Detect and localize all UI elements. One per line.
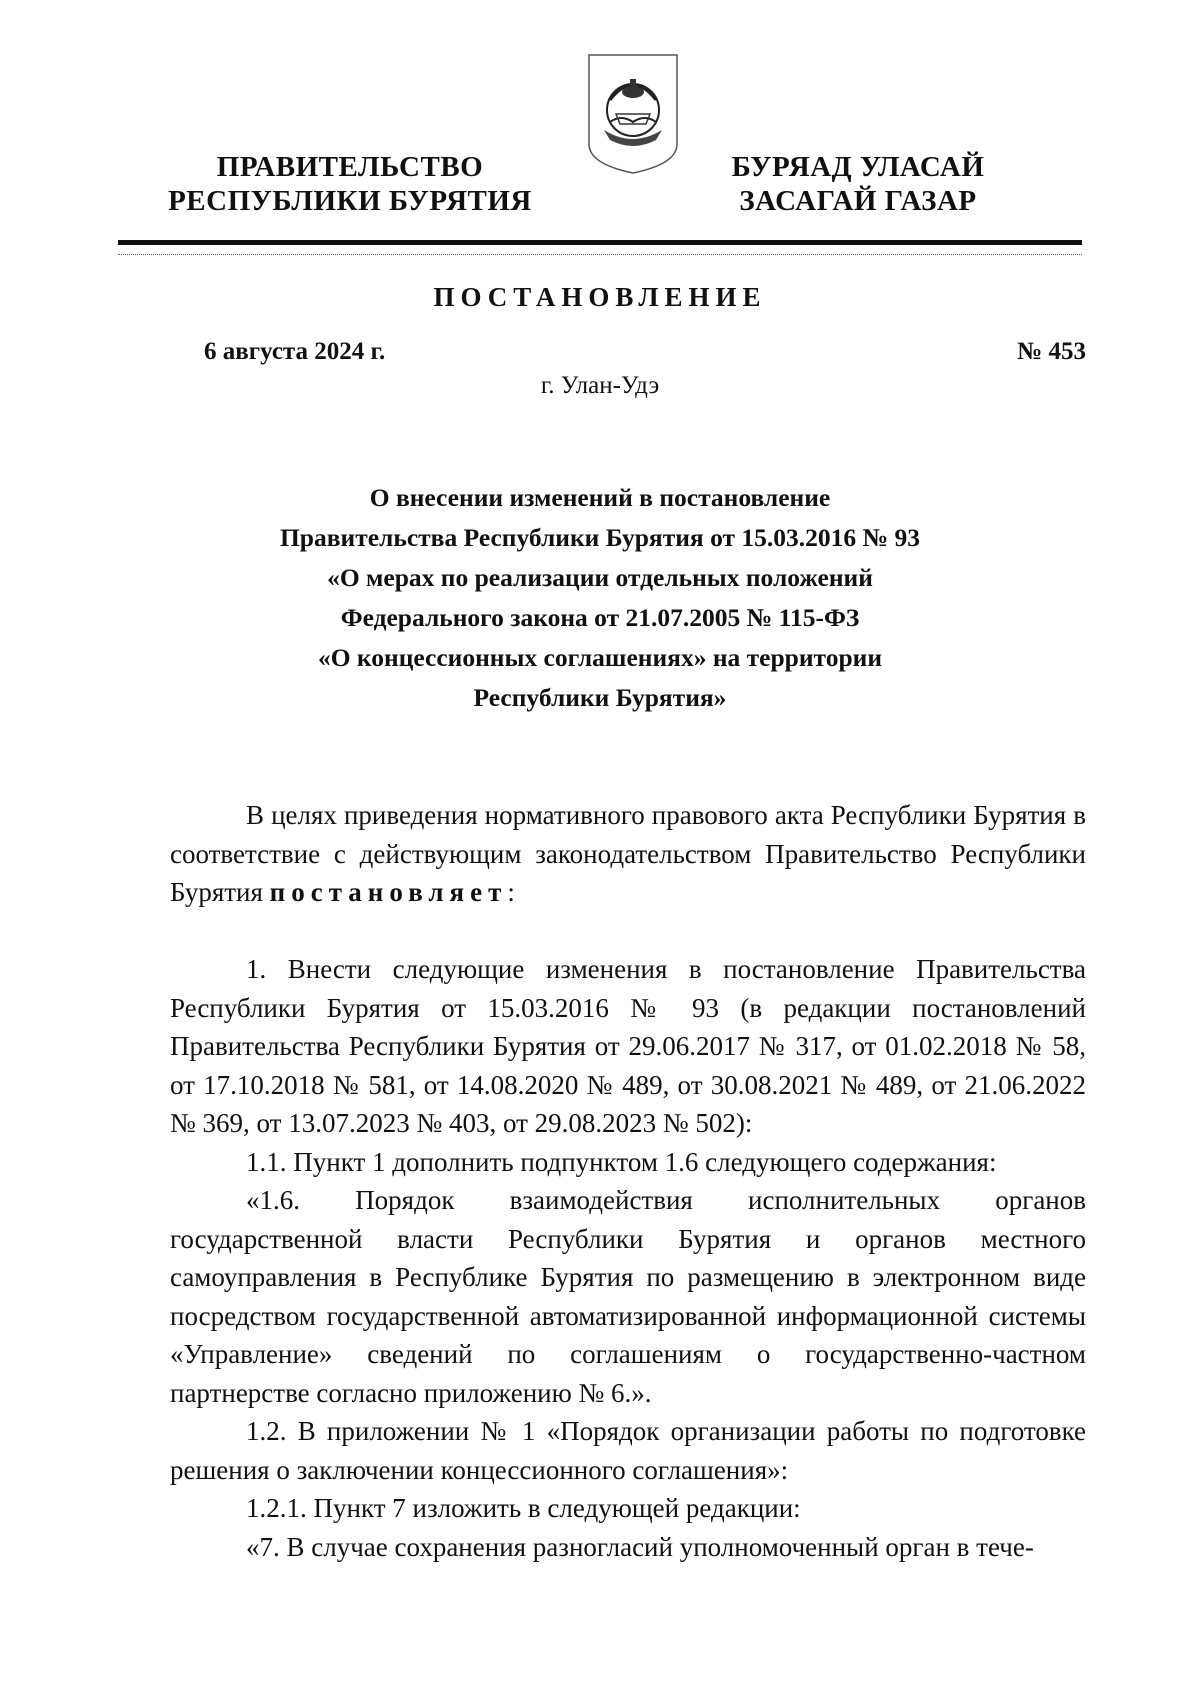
body-paragraph: 1.2.1. Пункт 7 изложить в следующей редакции: — [246, 1493, 801, 1523]
heading-line: О внесении изменений в постановление — [369, 483, 831, 512]
document-date: 6 августа 2024 г. — [204, 338, 386, 365]
issuer-name-buryat — [668, 150, 1048, 218]
body-paragraph: 1. Внести следующие изменения в постановление Правительства Республики Бурятия от 15.03.2016 № 93 (в редакции постановлений Правительства Республики Бурятия от 29.06.2017 № 317, от 01.02.2018 № 58, от 17.10.2018 № 581, от 14.08.2020 № 489, от 30.08.2021 № 489, от 21.06.2022 № 369, от 13.07.2023 № 403, от 29.08.2023 № 502): — [170, 954, 1086, 1138]
issuer-line: БУРЯАД УЛАСАЙ — [731, 151, 985, 183]
document-city: г. Улан-Удэ — [540, 372, 660, 399]
coat-of-arms-icon — [586, 52, 680, 176]
issuer-line: ЗАСАГАЙ ГАЗАР — [739, 185, 977, 217]
body-paragraph: «7. В случае сохранения разногласий уполномоченный орган в тече- — [246, 1531, 1034, 1562]
issuer-line: ПРАВИТЕЛЬСТВО — [216, 151, 484, 183]
issuer-name-russian — [160, 150, 540, 218]
body-paragraph: «1.6. Порядок взаимодействия исполнительных органов государственной власти Республики Бурятия и органов местного самоуправления в Республике Бурятия по размещению в электронном виде посредством государственной автоматизированной информационной системы «Управление» сведений по соглашениям о государственно-частном партнерстве согласно приложению № 6.». — [170, 1185, 1086, 1408]
heading-line: Республики Бурятия» — [473, 683, 727, 712]
body-paragraph: 1.2. В приложении № 1 «Порядок организации работы по подготовке решения о заключении концессионного соглашения»: — [170, 1416, 1086, 1485]
document-type: ПОСТАНОВЛЕНИЕ — [433, 282, 767, 312]
heading-line: Федерального закона от 21.07.2005 № 115-ФЗ — [340, 603, 860, 632]
header-divider — [118, 240, 1082, 245]
heading-line: «О концессионных соглашениях» на территории — [317, 643, 883, 672]
body-paragraph: 1.1. Пункт 1 дополнить подпунктом 1.6 следующего содержания: — [246, 1146, 997, 1177]
document-body — [170, 950, 1086, 1566]
preamble — [170, 796, 1086, 912]
preamble-paragraph — [170, 796, 1086, 912]
document-heading — [170, 478, 1030, 718]
heading-line: Правительства Республики Бурятия от 15.03.2016 № 93 — [279, 523, 921, 552]
heading-line: «О мерах по реализации отдельных положений — [327, 563, 873, 592]
preamble-text: В целях приведения нормативного правового акта Республики Бурятия в соответствие с действующим законодательством Правительство Республики Бурятия — [170, 800, 1086, 907]
header-divider-thin — [118, 254, 1082, 255]
preamble-end: : — [507, 877, 515, 907]
document-number: № 453 — [1017, 338, 1086, 365]
issuer-line: РЕСПУБЛИКИ БУРЯТИЯ — [168, 185, 532, 217]
decree-word: постановляет — [269, 877, 508, 907]
